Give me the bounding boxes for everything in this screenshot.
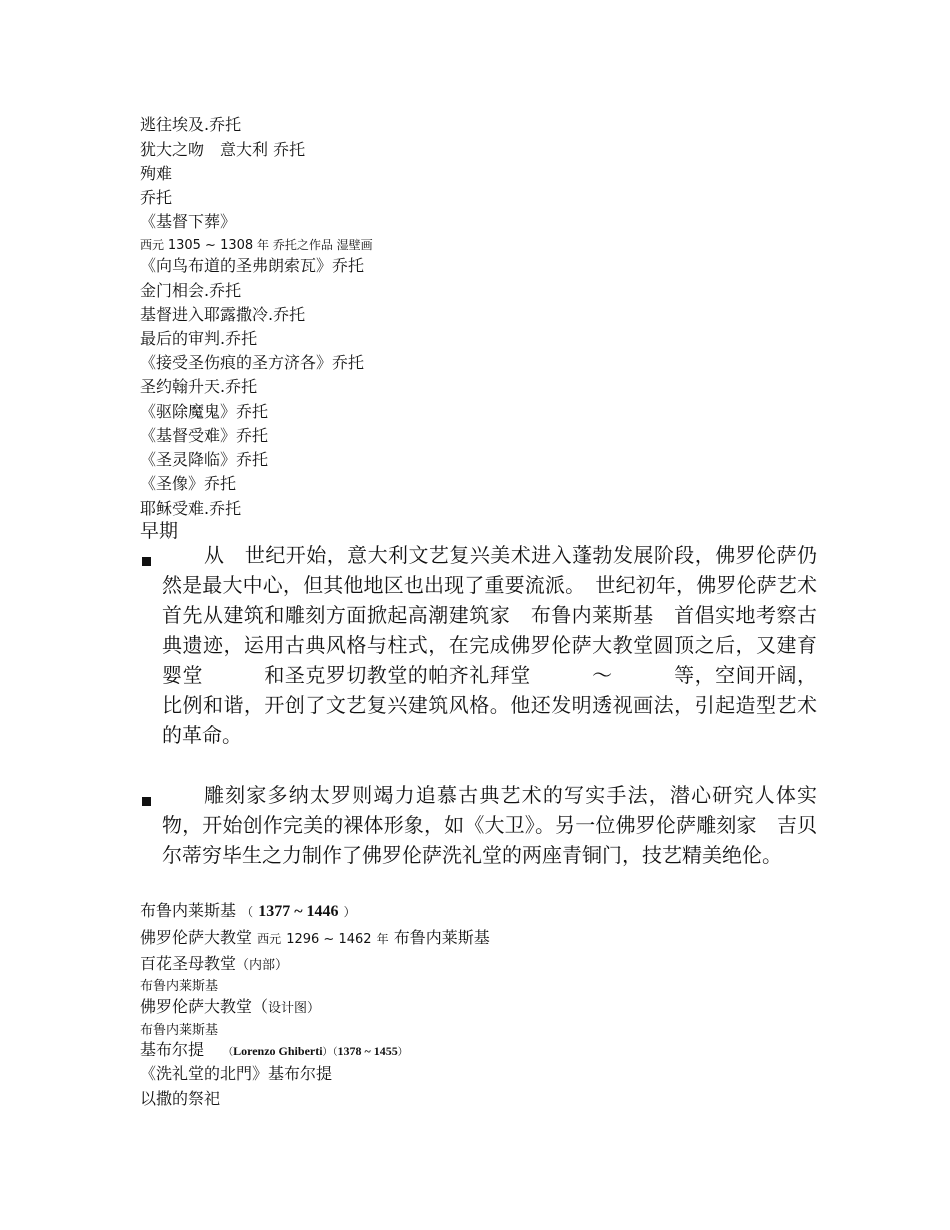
ghiberti-line bbox=[140, 1037, 408, 1060]
santa-maria-title: 百花圣母教堂 bbox=[140, 954, 237, 973]
caption-prefix: 西元 bbox=[140, 238, 165, 252]
credit-line: 布鲁内莱斯基 bbox=[140, 979, 219, 994]
list-line: 逃往埃及.乔托 bbox=[140, 115, 242, 134]
credit-line: 布鲁内莱斯基 bbox=[140, 1023, 219, 1038]
isaac-line: 以撒的祭祀 bbox=[140, 1089, 221, 1108]
paren-open: （ bbox=[241, 905, 254, 919]
caption-years: 1305 ~ 1308 bbox=[167, 238, 254, 253]
list-line: 最后的审判.乔托 bbox=[140, 329, 258, 348]
cathedral-design-title: 佛罗伦萨大教堂（ bbox=[140, 997, 269, 1016]
paren-close: ）（ bbox=[322, 1047, 338, 1058]
brunelleschi-years: 1377 ~ 1446 bbox=[258, 903, 339, 920]
caption-suffix: 年 乔托之作品 湿壁画 bbox=[257, 238, 373, 252]
north-door-line: 《洗礼堂的北門》基布尔提 bbox=[140, 1064, 333, 1083]
brunelleschi-line bbox=[140, 898, 356, 921]
paren-close: ） bbox=[397, 1047, 408, 1058]
cathedral-design-note: 设计图） bbox=[268, 1001, 321, 1016]
list-line: 《驱除魔鬼》乔托 bbox=[140, 402, 269, 421]
paren-close: ） bbox=[343, 905, 356, 919]
cathedral-design-line bbox=[140, 994, 320, 1017]
cathedral-title: 佛罗伦萨大教堂 bbox=[140, 928, 253, 947]
paragraph-donatello: 雕刻家多纳太罗则竭力追慕古典艺术的写实手法，潜心研究人体实物，开始创作完美的裸体形象，如《大卫》。另一位佛罗伦萨雕刻家 吉贝尔蒂穷毕生之力制作了佛罗伦萨洗礼堂的两座青铜门，技艺精美绝伦。 bbox=[162, 783, 817, 867]
list-line: 《圣灵降临》乔托 bbox=[140, 450, 269, 469]
list-line: 《基督下葬》 bbox=[140, 212, 237, 231]
list-line: 耶稣受难.乔托 bbox=[140, 499, 242, 518]
paragraph-early-renaissance: 从 世纪开始，意大利文艺复兴美术进入蓬勃发展阶段，佛罗伦萨仍然是最大中心，但其他地区也出现了重要流派。 世纪初年，佛罗伦萨艺术首先从建筑和雕刻方面掀起高潮建筑家 布鲁内莱斯基 首倡实地考察古典遗迹，运用古典风格与柱式，在完成佛罗伦萨大教堂圆顶之后，又建育婴堂 和圣克罗切教堂的帕齐礼拜堂 ～ 等，空间开阔，比例和谐，开创了文艺复兴建筑风格。他还发明透视画法，引起造型艺术的革命。 bbox=[162, 543, 817, 747]
list-line: 《向鸟布道的圣弗朗索瓦》乔托 bbox=[140, 256, 365, 275]
santa-maria-line bbox=[140, 951, 288, 974]
bullet-icon bbox=[142, 557, 151, 566]
section-heading: 早期 bbox=[140, 520, 179, 542]
list-line: 圣约翰升天.乔托 bbox=[140, 377, 258, 396]
ghiberti-name: 基布尔提 bbox=[140, 1040, 205, 1059]
list-line: 基督进入耶露撒冷.乔托 bbox=[140, 305, 306, 324]
cathedral-prefix: 西元 bbox=[257, 932, 282, 946]
caption-line bbox=[140, 236, 373, 253]
cathedral-line bbox=[140, 925, 490, 948]
list-line: 犹大之吻 意大利 乔托 bbox=[140, 140, 306, 159]
paren-open: （ bbox=[223, 1047, 234, 1058]
cathedral-suffix: 年 bbox=[376, 932, 389, 946]
cathedral-author: 布鲁内莱斯基 bbox=[393, 928, 490, 947]
list-line: 《圣像》乔托 bbox=[140, 474, 237, 493]
list-line: 金门相会.乔托 bbox=[140, 281, 242, 300]
bullet-icon bbox=[142, 797, 151, 806]
list-line: 乔托 bbox=[140, 188, 173, 207]
list-line: 殉难 bbox=[140, 164, 173, 183]
santa-maria-note: （内部） bbox=[236, 958, 289, 973]
ghiberti-latin: Lorenzo Ghiberti bbox=[233, 1044, 323, 1058]
brunelleschi-name: 布鲁内莱斯基 bbox=[140, 901, 237, 920]
ghiberti-years: 1378 ~ 1455 bbox=[337, 1044, 398, 1058]
list-line: 《接受圣伤痕的圣方济各》乔托 bbox=[140, 353, 365, 372]
cathedral-years: 1296 ~ 1462 bbox=[286, 932, 372, 947]
list-line: 《基督受难》乔托 bbox=[140, 426, 269, 445]
